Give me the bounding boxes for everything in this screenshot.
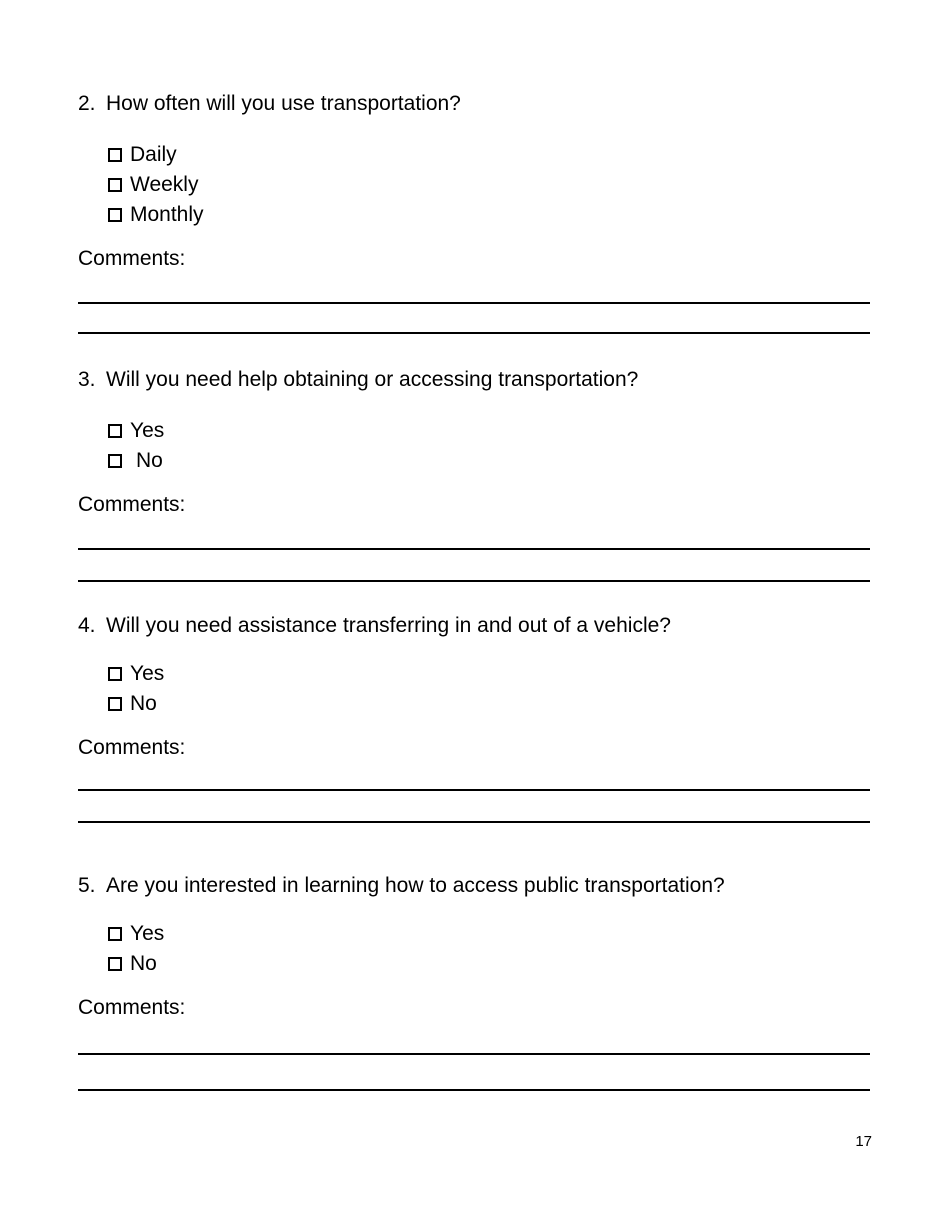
comment-line-1[interactable] <box>78 526 870 550</box>
comments-label: Comments: <box>78 493 186 516</box>
question-title <box>78 367 878 393</box>
comment-line-2[interactable] <box>78 1055 870 1091</box>
comment-line-1[interactable] <box>78 1031 870 1055</box>
checkbox-icon[interactable] <box>108 957 122 971</box>
question-2 <box>78 91 878 334</box>
question-title <box>78 873 878 899</box>
comments-label: Comments: <box>78 247 186 270</box>
option-label: Yes <box>130 922 165 945</box>
page-number: 17 <box>855 1133 872 1150</box>
option-no[interactable] <box>108 446 878 476</box>
option-no[interactable] <box>108 949 878 979</box>
question-title <box>78 91 878 117</box>
option-label: No <box>130 692 157 715</box>
option-monthly[interactable] <box>108 200 878 230</box>
options-list <box>108 659 878 719</box>
question-5 <box>78 873 878 1091</box>
checkbox-icon[interactable] <box>108 148 122 162</box>
checkbox-icon[interactable] <box>108 454 122 468</box>
checkbox-icon[interactable] <box>108 208 122 222</box>
options-list <box>108 416 878 476</box>
option-yes[interactable] <box>108 416 878 446</box>
comment-line-1[interactable] <box>78 280 870 304</box>
option-label: Yes <box>130 662 165 685</box>
question-text: Will you need assistance transferring in and out of a vehicle? <box>106 614 671 637</box>
option-daily[interactable] <box>108 140 878 170</box>
checkbox-icon[interactable] <box>108 178 122 192</box>
comment-line-2[interactable] <box>78 791 870 823</box>
question-number: 5. <box>78 874 96 897</box>
question-number: 3. <box>78 368 96 391</box>
comments-label: Comments: <box>78 736 186 759</box>
comment-line-1[interactable] <box>78 767 870 791</box>
option-yes[interactable] <box>108 919 878 949</box>
option-label: Weekly <box>130 173 199 196</box>
option-label: No <box>136 449 163 472</box>
option-label: Daily <box>130 143 177 166</box>
checkbox-icon[interactable] <box>108 697 122 711</box>
question-text: Will you need help obtaining or accessing transportation? <box>106 368 639 391</box>
option-label: Yes <box>130 419 165 442</box>
question-number: 2. <box>78 92 96 115</box>
option-yes[interactable] <box>108 659 878 689</box>
options-list <box>108 140 878 230</box>
option-weekly[interactable] <box>108 170 878 200</box>
checkbox-icon[interactable] <box>108 424 122 438</box>
checkbox-icon[interactable] <box>108 667 122 681</box>
options-list <box>108 919 878 979</box>
comment-line-2[interactable] <box>78 304 870 334</box>
question-4 <box>78 613 878 823</box>
option-no[interactable] <box>108 689 878 719</box>
question-3 <box>78 367 878 582</box>
question-text: Are you interested in learning how to access public transportation? <box>106 874 725 897</box>
comments-label: Comments: <box>78 996 186 1019</box>
question-text: How often will you use transportation? <box>106 92 461 115</box>
option-label: Monthly <box>130 203 204 226</box>
comment-line-2[interactable] <box>78 550 870 582</box>
question-number: 4. <box>78 614 96 637</box>
question-title <box>78 613 878 639</box>
checkbox-icon[interactable] <box>108 927 122 941</box>
option-label: No <box>130 952 157 975</box>
